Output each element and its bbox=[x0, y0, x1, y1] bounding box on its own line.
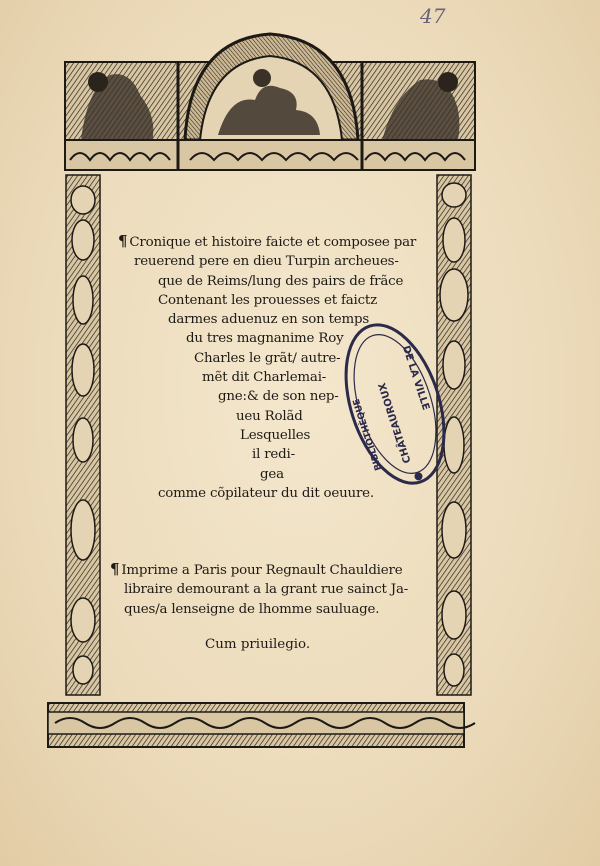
stamp-center-text: CHÂTEAUROUX bbox=[377, 381, 414, 465]
imprint-line: libraire demourant a la grant rue sainct Ja- bbox=[124, 582, 409, 598]
stamp-right-text: DE LA VILLE bbox=[399, 344, 432, 412]
bottom-woodcut-panel bbox=[48, 703, 475, 747]
title-line: comme cõpilateur du dit oeuure. bbox=[158, 485, 374, 501]
privilege-line: Cum priuilegio. bbox=[205, 637, 311, 652]
top-woodcut-panel bbox=[65, 34, 475, 170]
title-line: il redi- bbox=[252, 447, 295, 463]
stamp-left-text: BIBLIOTHÈQUE bbox=[351, 397, 385, 472]
pilcrow-icon: ¶ bbox=[118, 232, 128, 250]
title-line: Charles le grãt/ autre- bbox=[194, 350, 341, 366]
title-line: gne:& de son nep- bbox=[218, 389, 339, 405]
title-line: reuerend pere en dieu Turpin archeues- bbox=[134, 254, 399, 270]
title-line: mẽt dit Charlemai- bbox=[202, 370, 327, 386]
title-line: que de Reims/lung des pairs de frãce bbox=[158, 273, 404, 289]
title-line: ¶ Cronique et histoire faicte et composee par bbox=[118, 232, 417, 250]
imprint-block bbox=[110, 560, 440, 619]
title-line: Lesquelles bbox=[240, 427, 311, 443]
library-stamp bbox=[340, 312, 450, 497]
imprint-line: ques/a lenseigne de lhomme sauluage. bbox=[124, 601, 380, 617]
title-line: gea bbox=[260, 466, 284, 482]
pilcrow-icon: ¶ bbox=[110, 560, 120, 578]
title-line: ueu Rolãd bbox=[236, 408, 303, 424]
title-line: Contenant les prouesses et faictz bbox=[158, 292, 377, 308]
title-line: darmes aduenuz en son temps bbox=[168, 312, 370, 328]
left-woodcut-column bbox=[66, 175, 100, 695]
title-line: du tres magnanime Roy bbox=[186, 331, 344, 347]
folio-number: 47 bbox=[420, 4, 446, 28]
imprint-line: ¶ Imprime a Paris pour Regnault Chauldiere bbox=[110, 560, 403, 578]
